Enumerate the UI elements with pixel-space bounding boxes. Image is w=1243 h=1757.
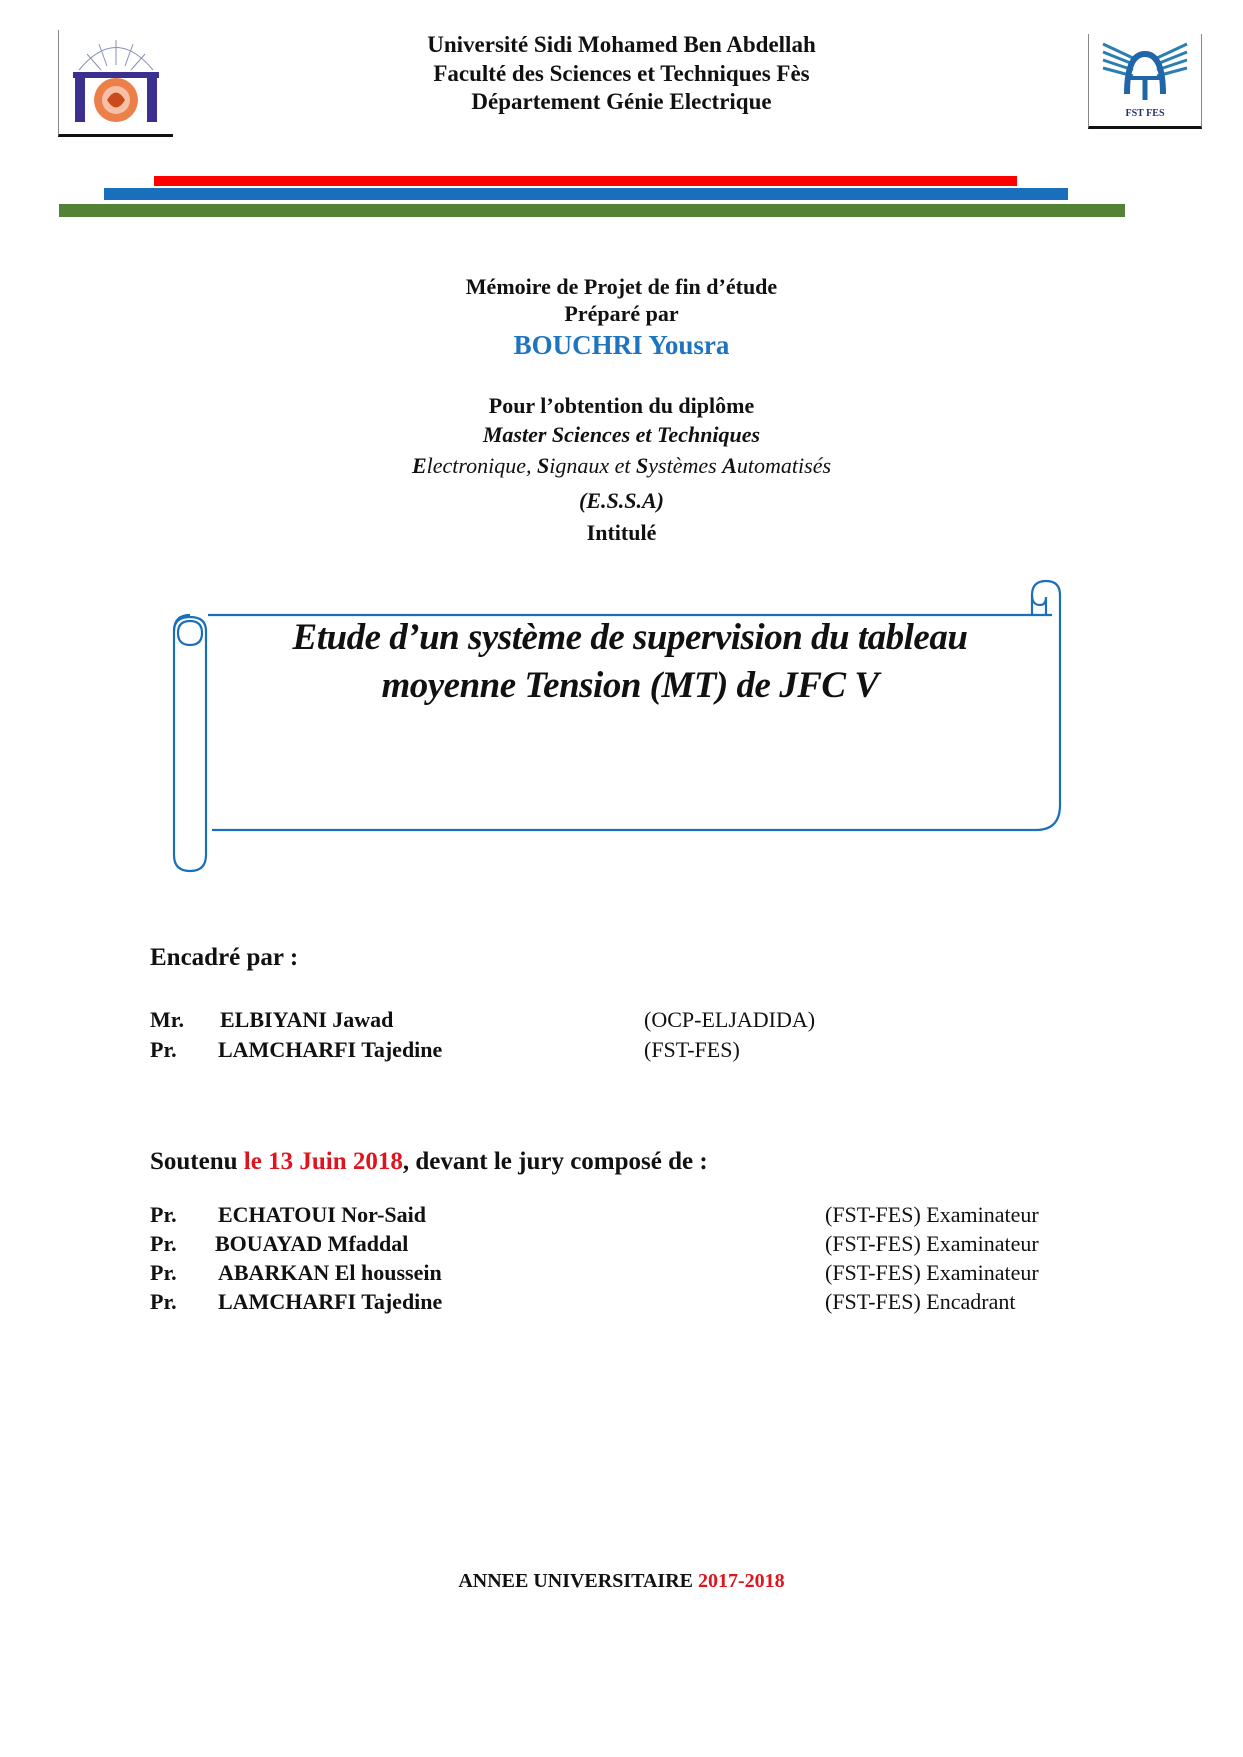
supervisor-affiliation: (OCP-ELJADIDA) xyxy=(644,1007,816,1032)
jury-name: ECHATOUI Nor-Said xyxy=(218,1202,427,1227)
defense-date: le 13 Juin 2018 xyxy=(243,1148,403,1175)
fst-logo xyxy=(1088,34,1202,129)
academic-year: ANNEE UNIVERSITAIRE 2017-2018 xyxy=(458,1570,785,1592)
supervisor-name: ELBIYANI Jawad xyxy=(220,1007,394,1032)
jury-row xyxy=(150,1289,1150,1319)
supervisor-affiliation: (FST-FES) xyxy=(644,1037,740,1062)
title-label: Intitulé xyxy=(586,520,657,545)
jury-name: BOUAYAD Mfaddal xyxy=(215,1231,409,1256)
decorative-bar-green xyxy=(59,204,1125,217)
jury-row xyxy=(150,1202,1150,1232)
thesis-title-line2: moyenne Tension (MT) de JFC V xyxy=(381,665,879,706)
jury-role: (FST-FES) Encadrant xyxy=(825,1289,1016,1314)
supervisor-row xyxy=(150,1037,1150,1067)
memoire-label: Mémoire de Projet de fin d’étude xyxy=(465,274,778,299)
jury-row xyxy=(150,1231,1150,1261)
master-label: Master Sciences et Techniques xyxy=(482,422,761,447)
abbreviation-label: (E.S.S.A) xyxy=(579,488,664,513)
jury-name: ABARKAN El houssein xyxy=(218,1260,442,1285)
supervisor-name: LAMCHARFI Tajedine xyxy=(218,1037,443,1062)
fst-logo-caption: FST FES xyxy=(1125,108,1165,119)
supervisors-heading: Encadré par : xyxy=(150,944,299,971)
jury-title: Pr. xyxy=(150,1202,177,1227)
academic-year-value: 2017-2018 xyxy=(698,1570,785,1592)
author-name: BOUCHRI Yousra xyxy=(513,330,730,360)
jury-title: Pr. xyxy=(150,1231,177,1256)
jury-heading: Soutenu le 13 Juin 2018, devant le jury composé de : xyxy=(150,1148,708,1175)
jury-role: (FST-FES) Examinateur xyxy=(825,1202,1039,1227)
prepared-by-label: Préparé par xyxy=(564,301,679,326)
speciality-label: Electronique, Signaux et Systèmes Automatisés xyxy=(411,453,832,478)
jury-role: (FST-FES) Examinateur xyxy=(825,1231,1039,1256)
fst-fes-logo-icon xyxy=(1089,34,1201,124)
supervisor-title: Mr. xyxy=(150,1007,185,1032)
jury-name: LAMCHARFI Tajedine xyxy=(218,1289,443,1314)
supervisor-title: Pr. xyxy=(150,1037,177,1062)
jury-role: (FST-FES) Examinateur xyxy=(825,1260,1039,1285)
university-name: Université Sidi Mohamed Ben Abdellah xyxy=(427,32,816,57)
decorative-bar-red xyxy=(154,176,1017,186)
diploma-label: Pour l’obtention du diplôme xyxy=(488,393,755,418)
department-name: Département Génie Electrique xyxy=(471,89,772,114)
jury-row xyxy=(150,1260,1150,1290)
thesis-title-line1: Etude d’un système de supervision du tableau xyxy=(292,617,968,658)
jury-title: Pr. xyxy=(150,1289,177,1314)
jury-title: Pr. xyxy=(150,1260,177,1285)
faculty-name: Faculté des Sciences et Techniques Fès xyxy=(433,61,810,86)
decorative-bar-blue xyxy=(104,188,1068,200)
supervisor-row xyxy=(150,1007,1150,1037)
